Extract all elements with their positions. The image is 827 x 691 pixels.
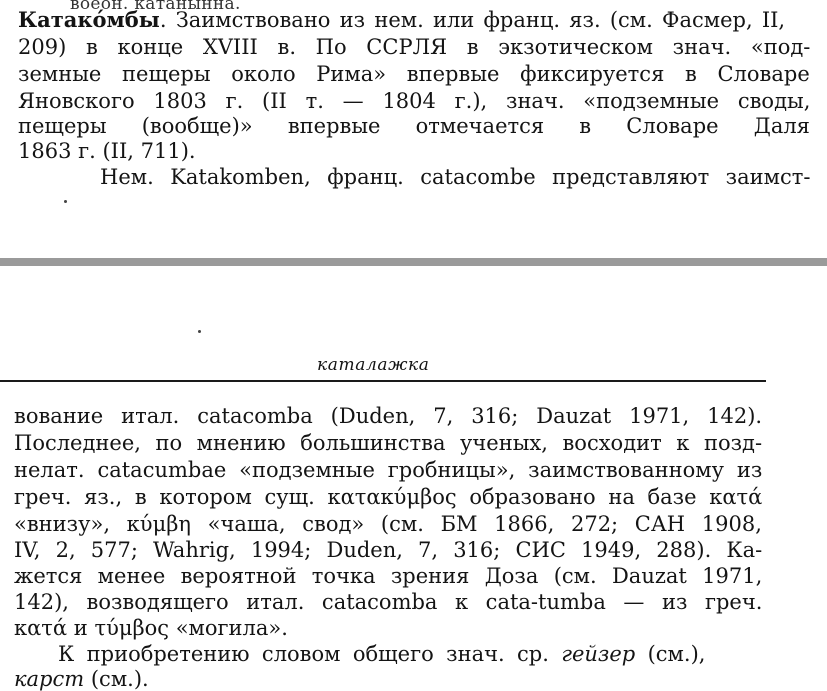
text-line: IV, 2, 577; Wahrig, 1994; Duden, 7, 316; СИС 1949, 288). Ка- (14, 538, 763, 562)
text-line (58, 642, 705, 666)
text-line: земные пещеры около Рима» впервые фиксируется в Словаре (18, 62, 810, 86)
text-line: Яновского 1803 г. (II т. — 1804 г.), знач. «подземные своды, (18, 89, 811, 113)
text-span: . Заимствовано из нем. или франц. яз. (см. Фасмер, II, (159, 8, 786, 32)
text-line: κατά и τύμβος «могила». (14, 616, 288, 640)
text-line: 1863 г. (II, 711). (18, 139, 196, 163)
cross-reference: карст (14, 667, 85, 691)
text-line (18, 8, 785, 32)
text-line: вование итал. catacomba (Duden, 7, 316; Dauzat 1971, 142). (14, 404, 763, 428)
running-head: каталажка (317, 355, 430, 375)
text-line: нелат. catacumbae «подземные гробницы», заимствованному из (14, 458, 763, 482)
entry-headword: Катако́мбы (18, 7, 160, 32)
text-span: (см.), (635, 642, 706, 666)
cut-off-line: воеон. катанынна. (70, 0, 241, 14)
text-line: 209) в конце XVIII в. По ССРЛЯ в экзотическом знач. «под- (18, 35, 811, 59)
text-line: «внизу», κύμβη «чаша, свод» (см. БМ 1866, 272; САН 1908, (14, 512, 762, 536)
cross-reference: гейзер (561, 642, 636, 666)
text-line (14, 667, 149, 691)
text-span: К приобретению словом общего знач. ср. (58, 642, 562, 666)
paper-speck (64, 200, 67, 203)
text-line: 142), возводящего итал. catacomba к cata-tumba — из греч. (14, 590, 763, 614)
header-rule (0, 380, 766, 382)
top-page-fragment (0, 0, 827, 258)
text-line: Последнее, по мнению большинства ученых, восходит к позд- (14, 431, 763, 455)
text-line: пещеры (вообще)» впервые отмечается в Словаре Даля (18, 114, 810, 138)
paper-speck (198, 330, 201, 333)
text-line: греч. яз., в котором сущ. κατακύμβος образовано на базе κατά (14, 485, 763, 509)
bottom-page (0, 266, 827, 691)
text-line: жется менее вероятной точка зрения Доза (см. Dauzat 1971, (14, 564, 763, 588)
page-divider (0, 258, 827, 266)
text-span: (см.). (84, 667, 149, 691)
text-line: Нем. Katakomben, франц. catacombe представляют заимст- (100, 165, 811, 189)
